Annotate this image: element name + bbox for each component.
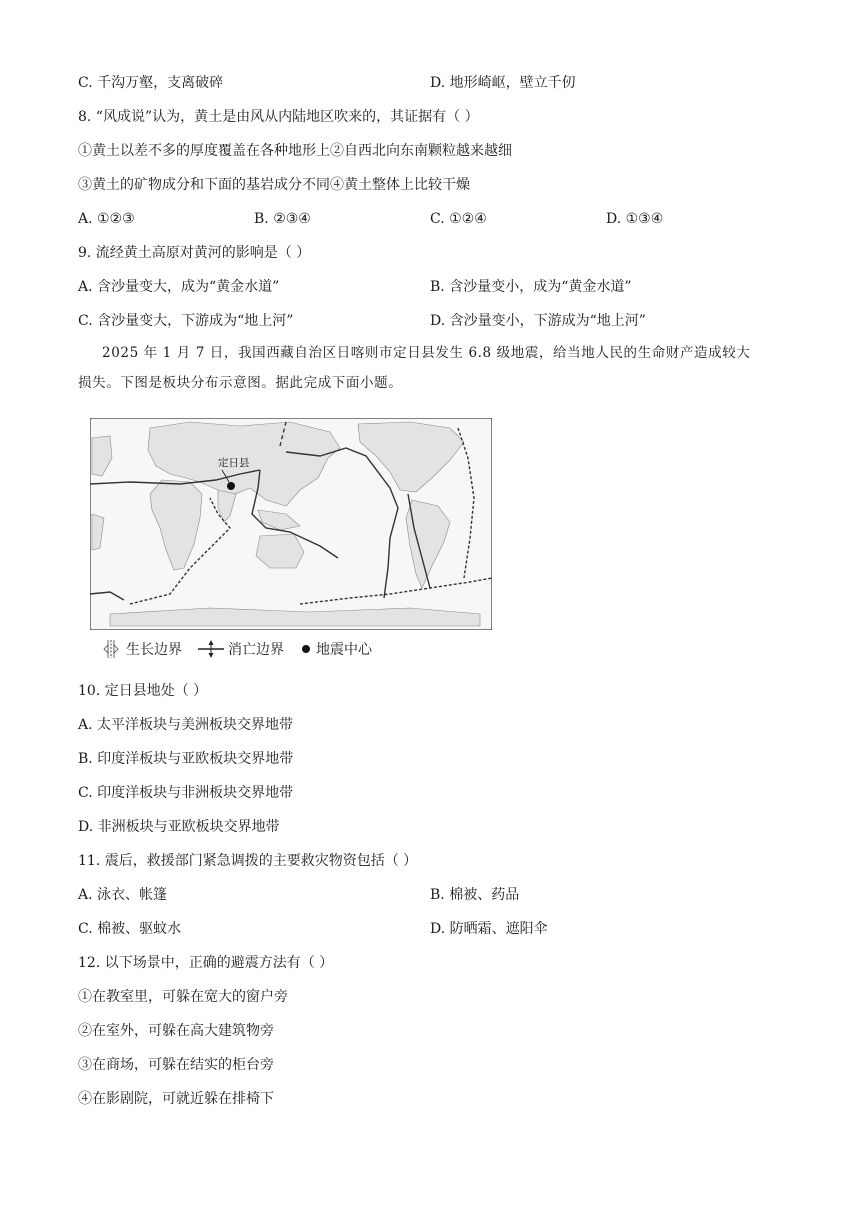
legend-subduction-label: 消亡边界 — [228, 642, 284, 658]
subduction-boundary-icon — [198, 638, 224, 660]
q12-item-3: ③在商场，可躲在结实的柜台旁 — [78, 1057, 274, 1073]
q9-option-d: D. 含沙量变小，下游成为“地上河” — [430, 313, 646, 329]
q10-option-c: C. 印度洋板块与非洲板块交界地带 — [78, 785, 294, 801]
q12-stem: 12. 以下场景中，正确的避震方法有（ ） — [78, 955, 334, 971]
map-legend — [100, 636, 388, 662]
q8-statements-2: ③黄土的矿物成分和下面的基岩成分不同④黄土整体上比较干燥 — [78, 177, 470, 193]
q8-option-d: D. ①③④ — [606, 211, 664, 227]
legend-growth-boundary — [100, 638, 182, 660]
q7-option-d: D. 地形崎岖，壁立千仞 — [430, 75, 576, 91]
q10-option-a: A. 太平洋板块与美洲板块交界地带 — [78, 717, 294, 733]
q10-option-b: B. 印度洋板块与亚欧板块交界地带 — [78, 751, 294, 767]
q12-item-4: ④在影剧院，可就近躲在排椅下 — [78, 1091, 274, 1107]
q11-option-b: B. 棉被、药品 — [430, 887, 520, 903]
q8-statements-1: ①黄土以差不多的厚度覆盖在各种地形上②自西北向东南颗粒越来越细 — [78, 143, 512, 159]
q12-item-1: ①在教室里，可躲在宽大的窗户旁 — [78, 989, 288, 1005]
q10-stem: 10. 定日县地处（ ） — [78, 683, 208, 699]
q11-option-c: C. 棉被、驱蚊水 — [78, 921, 182, 937]
q11-option-a: A. 泳衣、帐篷 — [78, 887, 168, 903]
epicenter-label: 定日县 — [218, 457, 250, 469]
q10-option-d: D. 非洲板块与亚欧板块交界地带 — [78, 819, 280, 835]
legend-growth-label: 生长边界 — [126, 642, 182, 658]
q9-option-c: C. 含沙量变大，下游成为“地上河” — [78, 313, 294, 329]
q7-option-c: C. 千沟万壑，支离破碎 — [78, 75, 224, 91]
legend-epicenter — [300, 639, 372, 659]
q8-option-b: B. ②③④ — [254, 211, 311, 227]
q9-option-a: A. 含沙量变大，成为“黄金水道” — [78, 279, 280, 295]
passage-line-1: 2025 年 1 月 7 日，我国西藏自治区日喀则市定日县发生 6.8 级地震，给当地人民的生命财产造成较大 — [102, 345, 751, 361]
q12-item-2: ②在室外，可躲在高大建筑物旁 — [78, 1023, 274, 1039]
passage-line-2: 损失。下图是板块分布示意图。据此完成下面小题。 — [78, 375, 403, 391]
q8-option-c: C. ①②④ — [430, 211, 487, 227]
earthquake-passage — [78, 338, 782, 398]
q9-option-b: B. 含沙量变小，成为“黄金水道” — [430, 279, 632, 295]
legend-subduction-boundary — [198, 638, 284, 660]
growth-boundary-icon — [100, 638, 122, 660]
epicenter-marker — [227, 482, 235, 490]
epicenter-icon — [300, 643, 312, 655]
q8-stem: 8. “风成说”认为，黄土是由风从内陆地区吹来的，其证据有（ ） — [78, 109, 479, 125]
q11-stem: 11. 震后，救援部门紧急调拨的主要救灾物资包括（ ） — [78, 853, 418, 869]
q11-option-d: D. 防晒霜、遮阳伞 — [430, 921, 548, 937]
q8-option-a: A. ①②③ — [78, 211, 135, 227]
q9-stem: 9. 流经黄土高原对黄河的影响是（ ） — [78, 245, 311, 261]
plate-boundary-map — [90, 418, 492, 630]
legend-epicenter-label: 地震中心 — [316, 642, 372, 658]
